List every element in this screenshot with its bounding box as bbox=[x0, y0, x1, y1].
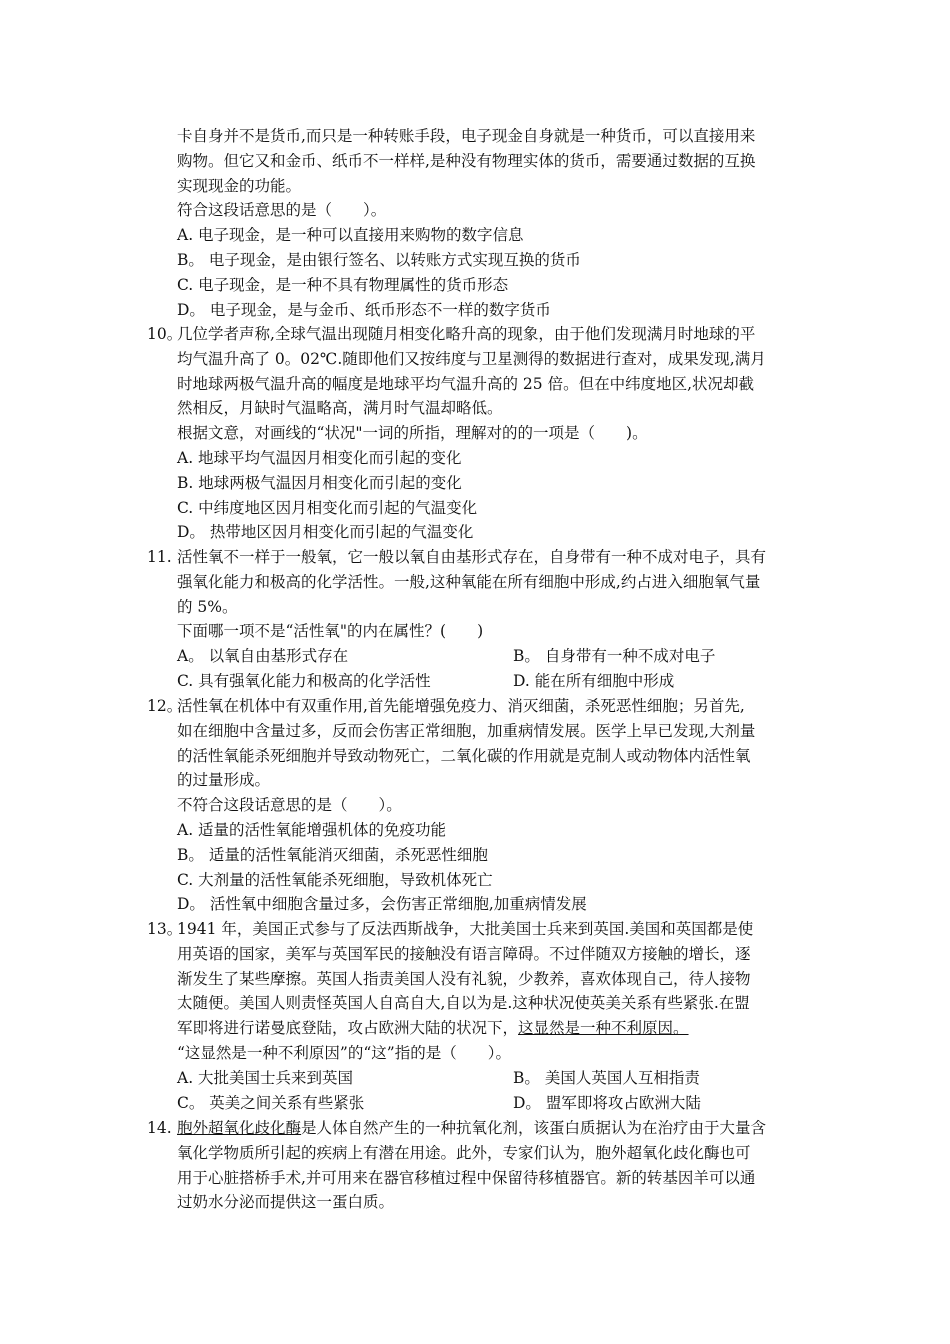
question-number: 11. bbox=[147, 548, 172, 566]
passage-line bbox=[147, 1016, 817, 1041]
question-first-line bbox=[147, 322, 817, 347]
option-d: D。 电子现金，是与金币、纸币形态不一样的数字货币 bbox=[177, 300, 551, 319]
options-row bbox=[147, 1066, 817, 1091]
question-14 bbox=[147, 1116, 817, 1215]
option-a: A. 大批美国士兵来到英国 bbox=[177, 1068, 354, 1087]
passage-line: 活性氧不一样于一般氧，它一般以氧自由基形式存在，自身带有一种不成对电子，具有 bbox=[177, 548, 767, 566]
options-row bbox=[147, 669, 817, 694]
option-c: C. 具有强氧化能力和极高的化学活性 bbox=[177, 671, 431, 690]
option-a: A. 适量的活性氧能增强机体的免疫功能 bbox=[177, 820, 447, 839]
option-d: D。 活性氧中细胞含量过多，会伤害正常细胞,加重病情发展 bbox=[177, 895, 587, 914]
option-b: B。 电子现金，是由银行签名、以转账方式实现互换的货币 bbox=[177, 250, 581, 269]
question-9 bbox=[147, 124, 817, 322]
passage-line: 的活性氧能杀死细胞并导致动物死亡，二氧化碳的作用就是克制人或动物体内活性氧 bbox=[177, 746, 751, 765]
question-prompt: 下面哪一项不是“活性氧"的内在属性？( ) bbox=[177, 622, 484, 641]
passage-line: 然相反，月缺时气温略高，满月时气温却略低。 bbox=[177, 399, 503, 418]
question-10 bbox=[147, 322, 817, 545]
option-a: A. 地球平均气温因月相变化而引起的变化 bbox=[177, 448, 462, 467]
passage-line: 的过量形成。 bbox=[177, 771, 271, 790]
option-c: C. 中纬度地区因月相变化而引起的气温变化 bbox=[177, 498, 478, 517]
question-11 bbox=[147, 545, 817, 694]
option-b: B. 地球两极气温因月相变化而引起的变化 bbox=[177, 473, 462, 492]
options-row bbox=[147, 644, 817, 669]
option-b: B。 美国人英国人互相指责 bbox=[513, 1068, 700, 1087]
passage-line: 用英语的国家，美军与英国军民的接触没有语言障碍。不过伴随双方接触的增长，逐 bbox=[177, 944, 751, 963]
question-first-line bbox=[147, 545, 817, 570]
passage-line: 如在细胞中含量过多，反而会伤害正常细胞，加重病情发展。医学上早已发现,大剂量 bbox=[177, 721, 756, 740]
question-first-line bbox=[147, 694, 817, 719]
question-13 bbox=[147, 917, 817, 1115]
option-c: C. 电子现金，是一种不具有物理属性的货币形态 bbox=[177, 275, 509, 294]
passage-line: 活性氧在机体中有双重作用,首先能增强免疫力、消灭细菌，杀死恶性细胞；另首先, bbox=[177, 697, 745, 715]
question-prompt: 符合这段话意思的是（ ）。 bbox=[177, 201, 387, 220]
question-number: 10。 bbox=[147, 325, 183, 343]
question-first-line bbox=[147, 1116, 817, 1141]
question-number: 14. bbox=[147, 1119, 172, 1137]
question-number: 12。 bbox=[147, 697, 183, 715]
passage-line: 太随便。美国人则责怪英国人自高自大,自以为是.这种状况使英美关系有些紧张.在盟 bbox=[177, 994, 750, 1013]
question-prompt: “这显然是一种不利原因”的“这”指的是（ ）。 bbox=[177, 1043, 511, 1062]
passage-line: 的 5%。 bbox=[177, 597, 238, 616]
passage-line: 渐发生了某些摩擦。英国人指责美国人没有礼貌，少教养，喜欢体现自己，待人接物 bbox=[177, 969, 751, 988]
question-12 bbox=[147, 694, 817, 917]
passage-line: 几位学者声称,全球气温出现随月相变化略升高的现象，由于他们发现满月时地球的平 bbox=[177, 325, 756, 343]
passage-line: 卡自身并不是货币,而只是一种转账手段，电子现金自身就是一种货币，可以直接用来 bbox=[177, 127, 756, 145]
passage-line: 1941 年，美国正式参与了反法西斯战争，大批美国士兵来到英国.美国和英国都是使 bbox=[177, 920, 754, 938]
passage-text: 是人体自然产生的一种抗氧化剂，该蛋白质据认为在治疗由于大量含 bbox=[301, 1119, 767, 1137]
passage-line: 强氧化能力和极高的化学活性。一般,这种氧能在所有细胞中形成,约占进入细胞氧气量 bbox=[177, 572, 761, 591]
passage-line: 过奶水分泌而提供这一蛋白质。 bbox=[177, 1193, 395, 1212]
passage-line: 用于心脏搭桥手术,并可用来在器官移植过程中保留待移植器官。新的转基因羊可以通 bbox=[177, 1168, 756, 1187]
option-b: B。 适量的活性氧能消灭细菌，杀死恶性细胞 bbox=[177, 845, 488, 864]
passage-line: 均气温升高了 0。02℃.随即他们又按纬度与卫星测得的数据进行查对，成果发现,满月 bbox=[177, 349, 766, 368]
underlined-phrase: 这显然是一种不利原因。 bbox=[518, 1019, 689, 1038]
passage-line: 氧化学物质所引起的疾病上有潜在用途。此外，专家们认为，胞外超氧化歧化酶也可 bbox=[177, 1143, 751, 1162]
passage-text: 军即将进行诺曼底登陆，攻占欧洲大陆的状况下， bbox=[177, 1019, 519, 1038]
option-c: C. 大剂量的活性氧能杀死细胞，导致机体死亡 bbox=[177, 870, 493, 889]
question-first-line bbox=[147, 917, 817, 942]
question-number: 13。 bbox=[147, 920, 183, 938]
passage-line: 时地球两极气温升高的幅度是地球平均气温升高的 25 倍。但在中纬度地区,状况却截 bbox=[177, 374, 755, 393]
option-d: D。 盟军即将攻占欧洲大陆 bbox=[513, 1093, 701, 1112]
option-a: A. 电子现金，是一种可以直接用来购物的数字信息 bbox=[177, 226, 524, 245]
option-d: D。 热带地区因月相变化而引起的气温变化 bbox=[177, 523, 474, 542]
option-c: C。 英美之间关系有些紧张 bbox=[177, 1093, 365, 1112]
option-d: D. 能在所有细胞中形成 bbox=[513, 671, 675, 690]
option-a: A。 以氧自由基形式存在 bbox=[177, 647, 349, 666]
question-prompt: 根据文意，对画线的“状况"一词的所指，理解对的的一项是（ )。 bbox=[177, 424, 648, 443]
option-b: B。 自身带有一种不成对电子 bbox=[513, 647, 716, 666]
options-row bbox=[147, 1091, 817, 1116]
underlined-phrase: 胞外超氧化歧化酶 bbox=[177, 1119, 302, 1137]
passage-line: 购物。但它又和金币、纸币不一样样,是种没有物理实体的货币，需要通过数据的互换 bbox=[177, 151, 756, 170]
passage-line: 实现现金的功能。 bbox=[177, 176, 302, 195]
question-prompt: 不符合这段话意思的是（ ）。 bbox=[177, 796, 402, 815]
